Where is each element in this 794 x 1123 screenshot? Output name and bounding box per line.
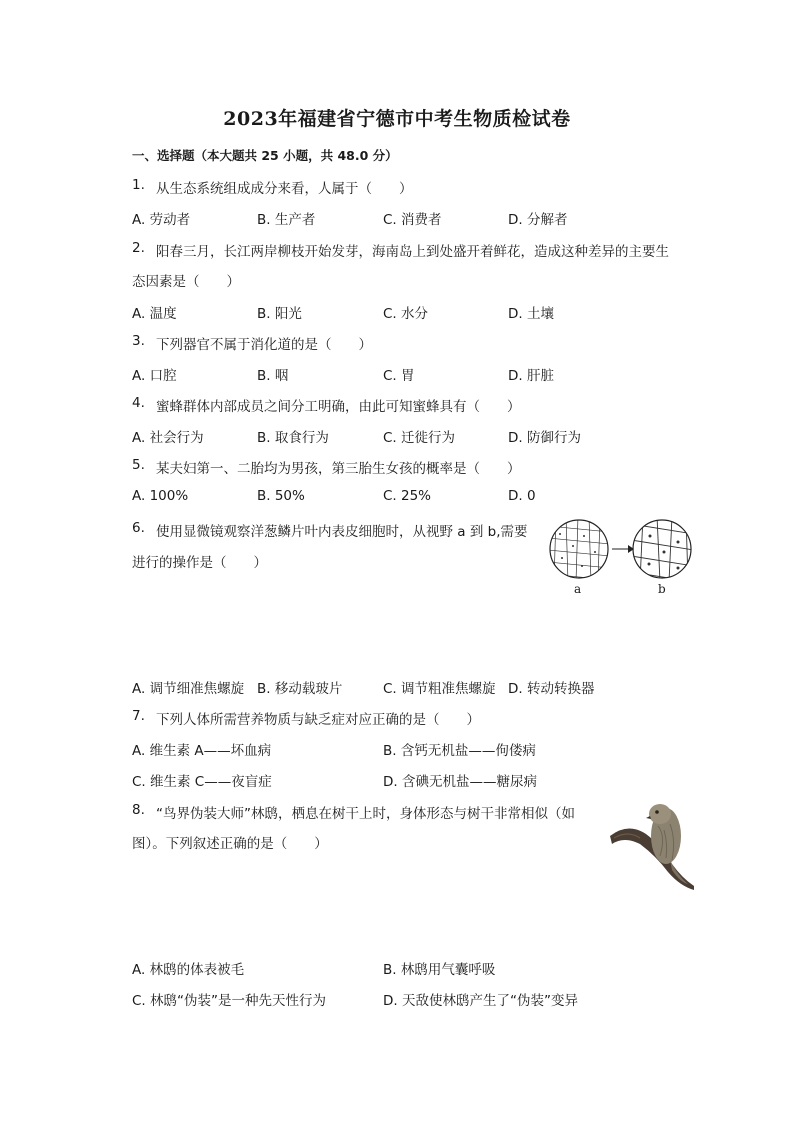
option-c: C. 25% [383,488,432,504]
question-number: 4. [132,395,145,411]
question-text: 下列人体所需营养物质与缺乏症对应正确的是（ ） [156,712,480,728]
option-c: C. 胃 [383,368,415,384]
option-c: C. 维生素 C——夜盲症 [132,774,272,790]
option-d: D. 防御行为 [508,430,581,446]
question-text: “鸟界伪装大师”林鸱，栖息在树干上时，身体形态与树干非常相似（如 [156,806,575,822]
question-number: 2. [132,240,145,256]
question-2 [132,240,669,260]
bird-head [649,804,671,824]
option-d: D. 0 [508,488,536,504]
option-b: B. 取食行为 [257,430,329,446]
option-a: A. 调节细准焦螺旋 [132,681,245,697]
question-number: 3. [132,333,145,349]
question-number: 5. [132,457,145,473]
option-d: D. 天敌使林鸱产生了“伪装”变异 [383,993,578,1009]
question-text: 使用显微镜观察洋葱鳞片叶内表皮细胞时，从视野 a 到 b,需要 [156,524,528,540]
figure-label-b: b [658,582,666,596]
bird-on-branch-svg [610,796,694,890]
option-a: A. 维生素 A——坏血病 [132,743,272,759]
question-5 [132,457,521,477]
question-text: 蜜蜂群体内部成员之间分工明确，由此可知蜜蜂具有（ ） [156,399,521,415]
microscope-views-svg [546,516,696,582]
option-a: A. 劳动者 [132,212,191,228]
option-a: A. 100% [132,488,189,504]
option-a: A. 口腔 [132,368,177,384]
option-b: B. 林鸱用气囊呼吸 [383,962,496,978]
question-1 [132,177,413,197]
option-d: D. 含碘无机盐——糖尿病 [383,774,537,790]
question-text: 下列器官不属于消化道的是（ ） [156,337,372,353]
option-b: B. 咽 [257,368,289,384]
option-d: D. 分解者 [508,212,568,228]
option-d: D. 土壤 [508,306,554,322]
option-c: C. 消费者 [383,212,442,228]
potoo-bird-photo [610,796,694,890]
option-b: B. 阳光 [257,306,302,322]
question-number: 1. [132,177,145,193]
exam-title: 2023年福建省宁德市中考生物质检试卷 [223,108,571,130]
question-text: 某夫妇第一、二胎均为男孩，第三胎生女孩的概率是（ ） [156,461,521,477]
option-c: C. 迁徙行为 [383,430,456,446]
option-d: D. 肝脏 [508,368,554,384]
question-8 [132,802,575,822]
question-number: 7. [132,708,145,724]
section-heading: 一、选择题（本大题共 25 小题，共 48.0 分） [132,148,398,163]
microscope-field-figure [546,516,696,598]
question-number: 6. [132,520,145,536]
question-3 [132,333,372,353]
bird-eye-icon [655,810,659,814]
option-a: A. 温度 [132,306,177,322]
question-text: 阳春三月，长江两岸柳枝开始发芽，海南岛上到处盛开着鲜花，造成这种差异的主要生 [156,244,669,260]
option-d: D. 转动转换器 [508,681,595,697]
question-4 [132,395,521,415]
question-7 [132,708,480,728]
option-c: C. 调节粗准焦螺旋 [383,681,496,697]
option-b: B. 50% [257,488,305,504]
option-a: A. 林鸱的体表被毛 [132,962,245,978]
option-b: B. 含钙无机盐——佝偻病 [383,743,536,759]
question-6 [132,520,528,540]
option-c: C. 水分 [383,306,429,322]
option-b: B. 移动载玻片 [257,681,343,697]
option-c: C. 林鸱“伪装”是一种先天性行为 [132,993,326,1009]
question-text-continued: 图）。下列叙述正确的是（ ） [132,836,328,852]
field-a-cells [548,516,610,582]
figure-label-a: a [574,582,582,596]
field-b-cells [631,516,694,582]
option-a: A. 社会行为 [132,430,204,446]
option-b: B. 生产者 [257,212,316,228]
question-text-continued: 态因素是（ ） [132,274,240,290]
question-text-continued: 进行的操作是（ ） [132,555,267,571]
question-number: 8. [132,802,145,818]
question-text: 从生态系统组成成分来看，人属于（ ） [156,181,413,197]
